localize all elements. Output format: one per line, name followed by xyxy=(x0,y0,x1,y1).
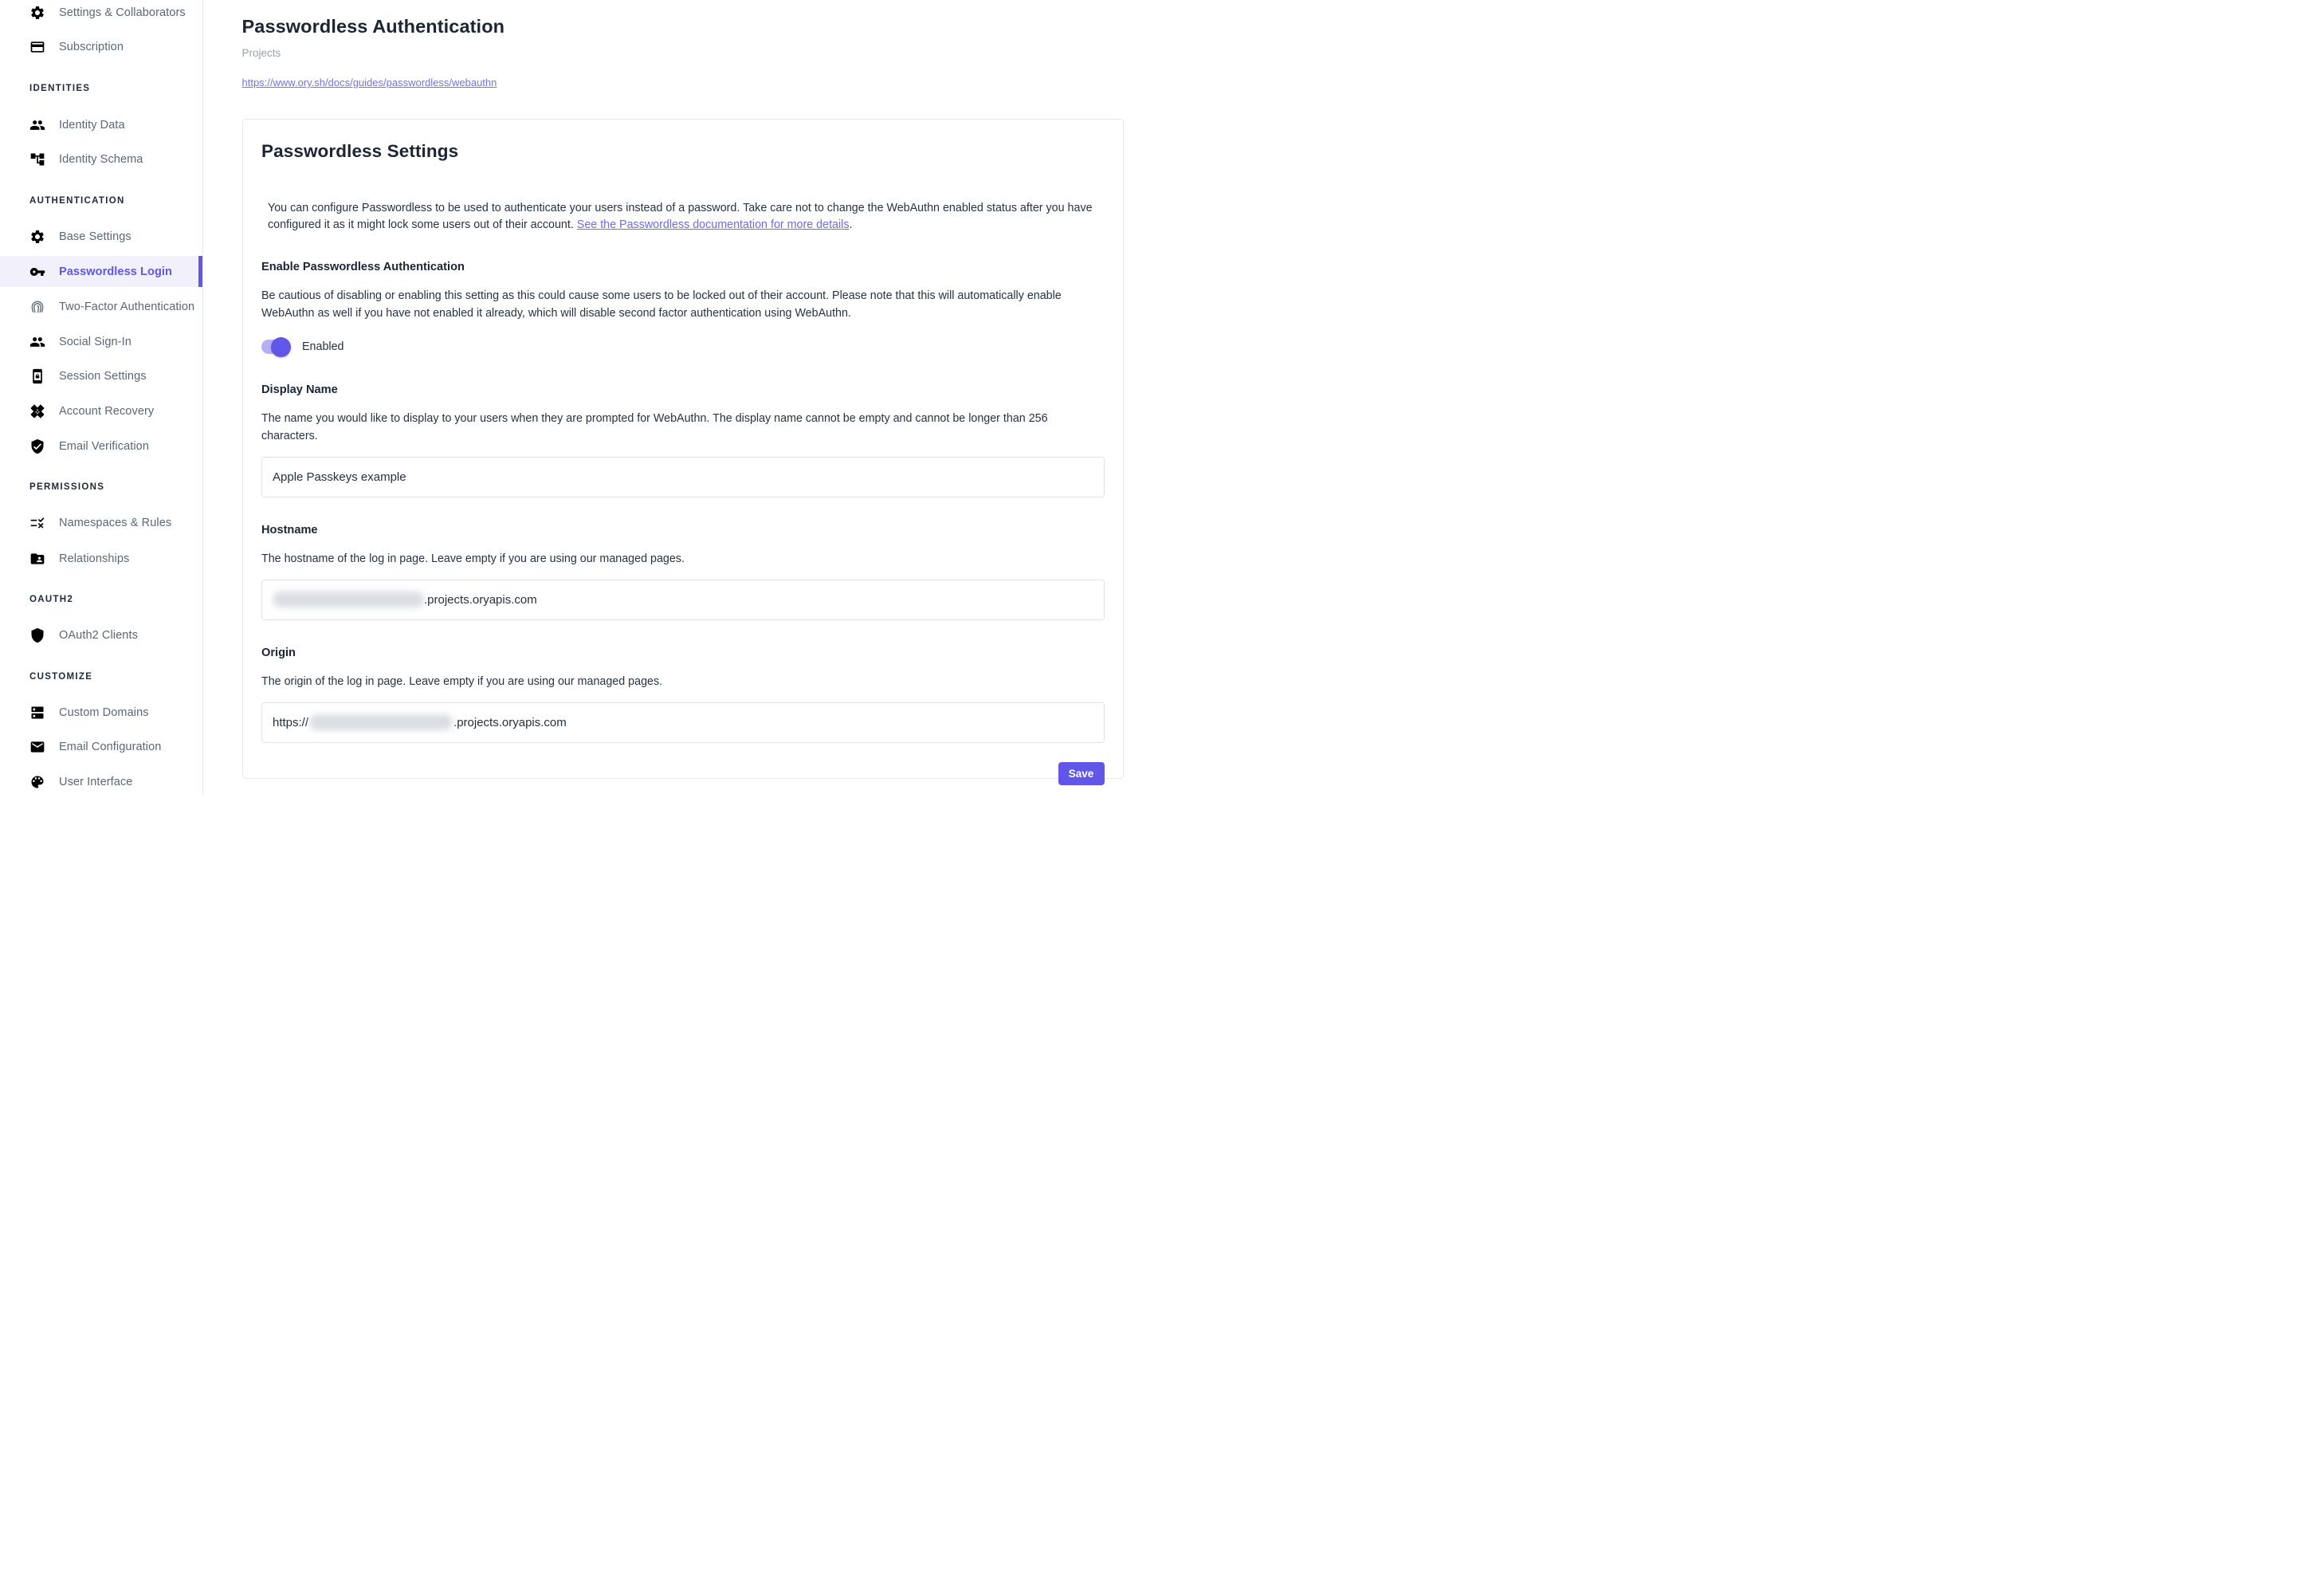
sidebar-item-oauth2-clients[interactable] xyxy=(0,619,202,651)
sidebar-item-session-settings[interactable] xyxy=(0,360,202,392)
sidebar-item-label: Settings & Collaborators xyxy=(59,6,186,19)
sidebar-item-label: Identity Data xyxy=(59,118,125,132)
card-heading: Passwordless Settings xyxy=(261,141,459,161)
enable-passwordless-label: Enable Passwordless Authentication xyxy=(261,260,465,273)
people-icon xyxy=(29,117,45,133)
folder-user-icon xyxy=(29,551,45,567)
palette-icon xyxy=(29,774,45,790)
hostname-input[interactable] xyxy=(261,580,1105,620)
sidebar-item-relationships[interactable] xyxy=(0,543,202,575)
sidebar-section-permissions: PERMISSIONS xyxy=(29,482,105,493)
sidebar xyxy=(0,0,203,794)
key-icon xyxy=(29,264,45,280)
sidebar-item-label: Email Verification xyxy=(59,440,150,454)
sidebar-item-email-configuration[interactable] xyxy=(0,731,202,763)
display-name-input[interactable] xyxy=(261,457,1105,497)
shield-icon xyxy=(29,627,45,643)
main-content xyxy=(203,0,1162,794)
sidebar-item-label: Relationships xyxy=(59,552,130,565)
sidebar-item-identity-data[interactable] xyxy=(0,109,202,141)
sidebar-item-social-sign-in[interactable] xyxy=(0,326,202,358)
display-name-label: Display Name xyxy=(261,383,338,396)
sidebar-item-settings-collaborators[interactable] xyxy=(0,0,202,29)
sidebar-item-label: Session Settings xyxy=(59,370,147,383)
page-title: Passwordless Authentication xyxy=(241,16,505,37)
passwordless-docs-link[interactable]: See the Passwordless documentation for more details xyxy=(576,218,850,231)
sidebar-item-email-verification[interactable] xyxy=(0,430,202,462)
bandage-icon xyxy=(29,403,45,419)
save-button[interactable]: Save xyxy=(1058,762,1105,785)
origin-value-prefix: https:// xyxy=(273,715,309,729)
hostname-description: The hostname of the log in page. Leave empty if you are using our managed pages. xyxy=(261,552,685,565)
enable-passwordless-description: Be cautious of disabling or enabling this setting as this could cause some users to be locked out of their account. Please note that this will automatically enable WebAuthn as well if you have not enabled it already, which will disable second factor authentication using WebAuthn. xyxy=(261,289,1062,320)
enable-toggle-row xyxy=(261,337,1105,357)
sidebar-item-label: Passwordless Login xyxy=(59,265,173,278)
sidebar-item-label: Namespaces & Rules xyxy=(59,517,172,530)
app-window xyxy=(0,0,1162,794)
intro-text xyxy=(261,200,1105,234)
origin-label: Origin xyxy=(261,646,296,659)
breadcrumb: Projects xyxy=(241,47,281,59)
sidebar-item-label: User Interface xyxy=(59,775,133,788)
rule-list-icon xyxy=(29,515,45,531)
phone-lock-icon xyxy=(29,368,45,384)
sidebar-item-account-recovery[interactable] xyxy=(0,395,202,427)
passwordless-toggle[interactable] xyxy=(261,340,289,354)
sidebar-section-customize: CUSTOMIZE xyxy=(29,671,93,682)
sidebar-item-label: Base Settings xyxy=(59,230,132,243)
sidebar-item-subscription[interactable] xyxy=(0,31,202,63)
fingerprint-icon xyxy=(29,299,45,315)
sidebar-item-two-factor[interactable] xyxy=(0,291,202,323)
origin-value-suffix: .projects.oryapis.com xyxy=(453,715,567,729)
gear-icon xyxy=(29,229,45,245)
schema-icon xyxy=(29,151,45,167)
sidebar-item-label: Social Sign-In xyxy=(59,336,132,348)
sidebar-item-label: Subscription xyxy=(59,41,124,54)
sidebar-item-namespaces-rules[interactable] xyxy=(0,507,202,539)
dns-server-icon xyxy=(29,705,45,721)
shield-check-icon xyxy=(29,438,45,454)
sidebar-item-passwordless-login[interactable] xyxy=(0,256,202,287)
sidebar-item-identity-schema[interactable] xyxy=(0,143,202,175)
sidebar-item-base-settings[interactable] xyxy=(0,221,202,253)
display-name-description: The name you would like to display to your users when they are prompted for WebAuthn. The display name cannot be empty and cannot be longer than 256 characters. xyxy=(261,412,1048,442)
redacted-hostname-blur xyxy=(273,592,424,607)
envelope-icon xyxy=(29,739,45,755)
credit-card-icon xyxy=(29,39,45,55)
sidebar-item-label: Identity Schema xyxy=(59,153,143,167)
toggle-state-label: Enabled xyxy=(302,340,344,353)
origin-input[interactable] xyxy=(261,702,1105,743)
sidebar-item-custom-domains[interactable] xyxy=(0,697,202,729)
intro-text-before-link: You can configure Passwordless to be used to authenticate your users instead of a password. Take care not to change the WebAuthn enabled status after you have configured it as it might lock some users out of their account. xyxy=(268,201,1093,231)
origin-description: The origin of the log in page. Leave empty if you are using our managed pages. xyxy=(261,675,663,688)
passwordless-settings-card xyxy=(242,119,1124,779)
sidebar-section-authentication: AUTHENTICATION xyxy=(29,195,125,206)
sidebar-item-label: Account Recovery xyxy=(59,404,155,418)
sidebar-item-label: Custom Domains xyxy=(59,706,149,719)
sidebar-item-user-interface[interactable] xyxy=(0,766,202,794)
people-group-icon xyxy=(29,334,45,350)
redacted-origin-blur xyxy=(309,714,453,730)
display-name-value: Apple Passkeys example xyxy=(273,470,406,484)
toggle-knob xyxy=(271,337,291,357)
sidebar-item-label: Email Configuration xyxy=(59,741,162,754)
save-row xyxy=(261,762,1105,785)
sidebar-section-oauth2: OAUTH2 xyxy=(29,594,74,604)
sidebar-item-label: Two-Factor Authentication xyxy=(59,300,195,313)
hostname-value-suffix: .projects.oryapis.com xyxy=(424,592,537,607)
gear-icon xyxy=(29,5,45,21)
documentation-link[interactable]: https://www.ory.sh/docs/guides/passwordless/webauthn xyxy=(241,77,497,88)
sidebar-section-identities: IDENTITIES xyxy=(29,84,91,94)
intro-text-after-link: . xyxy=(849,218,853,231)
sidebar-item-label: OAuth2 Clients xyxy=(59,628,138,642)
hostname-label: Hostname xyxy=(261,523,318,537)
